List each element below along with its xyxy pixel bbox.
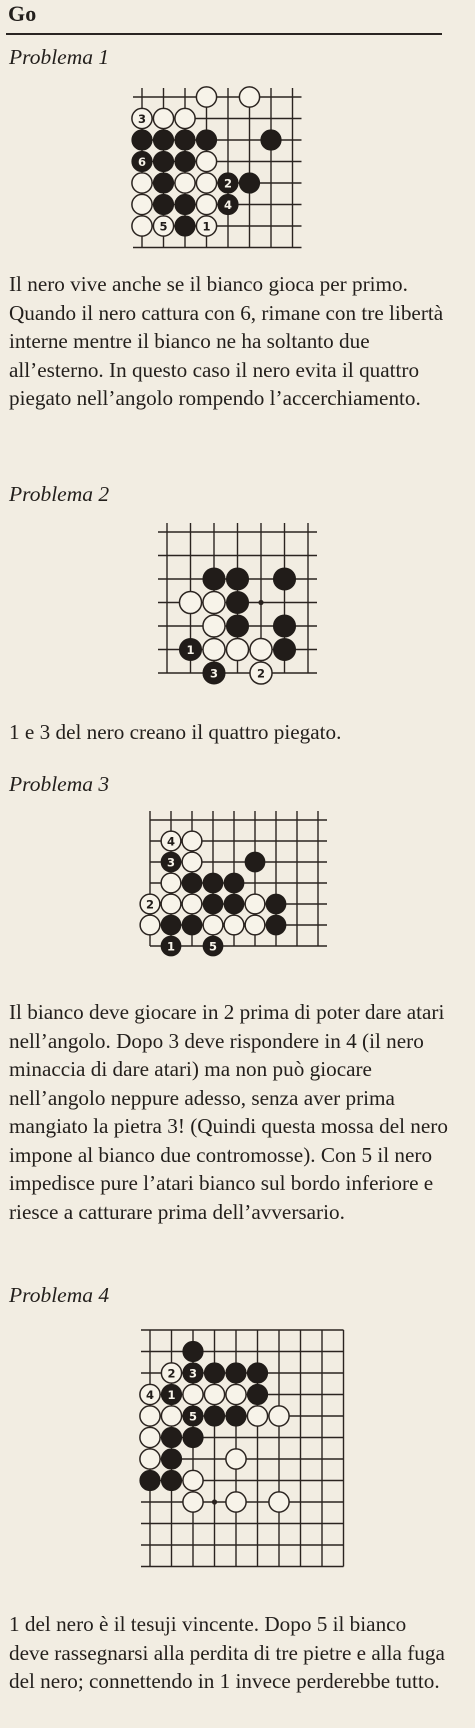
white-stone xyxy=(140,915,160,935)
black-stone xyxy=(226,1406,246,1426)
white-stone xyxy=(203,915,223,935)
white-stone xyxy=(182,831,202,851)
black-stone xyxy=(226,591,248,613)
white-stone xyxy=(226,1449,246,1469)
stone-move-number: 3 xyxy=(137,112,147,126)
white-stone xyxy=(203,638,225,660)
black-stone xyxy=(153,151,173,171)
white-stone xyxy=(183,1470,203,1490)
white-stone xyxy=(182,894,202,914)
black-stone xyxy=(261,130,281,150)
white-stone xyxy=(247,1406,267,1426)
black-stone xyxy=(266,894,286,914)
white-stone xyxy=(140,1449,160,1469)
black-stone xyxy=(153,173,173,193)
white-stone xyxy=(269,1406,289,1426)
black-stone xyxy=(161,1427,181,1447)
white-stone xyxy=(179,591,201,613)
white-stone xyxy=(183,1384,203,1404)
black-stone xyxy=(239,173,259,193)
black-stone xyxy=(245,852,265,872)
problem-4-board xyxy=(138,1318,353,1580)
white-stone xyxy=(204,1384,224,1404)
white-stone xyxy=(175,108,195,128)
black-stone xyxy=(175,216,195,236)
black-stone xyxy=(204,1363,224,1383)
black-stone xyxy=(196,130,216,150)
black-stone xyxy=(226,1363,246,1383)
black-stone xyxy=(161,915,181,935)
stone-move-number: 3 xyxy=(166,855,176,870)
problem-4-text: 1 del nero è il tesuji vincente. Dopo 5 il bianco deve rassegnarsi alla perdita di tre pietre e alla fuga del nero; connettendo in 1 invece perderebbe tutto. xyxy=(9,1612,445,1693)
problem-2-board xyxy=(155,520,315,695)
white-stone xyxy=(239,87,259,107)
white-stone xyxy=(153,108,173,128)
white-stone xyxy=(161,873,181,893)
black-stone xyxy=(153,194,173,214)
problem-1-title: Problema 1 xyxy=(9,45,110,69)
black-stone xyxy=(247,1363,267,1383)
black-stone xyxy=(266,915,286,935)
black-stone xyxy=(226,615,248,637)
stone-move-number: 2 xyxy=(256,666,266,681)
white-stone xyxy=(224,915,244,935)
white-stone xyxy=(245,894,265,914)
white-stone xyxy=(203,615,225,637)
problem-4-title: Problema 4 xyxy=(9,1283,110,1307)
black-stone xyxy=(140,1470,160,1490)
black-stone xyxy=(226,568,248,590)
white-stone xyxy=(250,638,272,660)
black-stone xyxy=(204,1406,224,1426)
star-point xyxy=(258,600,263,605)
black-stone xyxy=(132,130,152,150)
heading-rule xyxy=(6,33,442,35)
white-stone xyxy=(226,1384,246,1404)
problem-2-title: Problema 2 xyxy=(9,482,110,506)
problem-3-text: Il bianco deve giocare in 2 prima di poter dare atari nell’angolo. Dopo 3 deve rispondere in 4 (il nero minaccia di dare atari) ma non può giocare nell’angolo neppure adesso, senza aver prima mangiato la pietra 3! (Quindi questa mossa del nero impone al bianco due contromosse). Con 5 il nero impedisce pure l’atari bianco sul bordo inferiore e riesce a catturare prima dell’avversario. xyxy=(9,1000,448,1224)
problem-2-text: 1 e 3 del nero creano il quattro piegato. xyxy=(9,720,342,744)
black-stone xyxy=(175,130,195,150)
stone-move-number: 5 xyxy=(208,939,218,954)
white-stone xyxy=(132,194,152,214)
white-stone xyxy=(269,1492,289,1512)
stone-move-number: 1 xyxy=(186,643,195,657)
black-stone xyxy=(224,873,244,893)
star-point xyxy=(212,1499,217,1504)
white-stone xyxy=(183,1492,203,1512)
white-stone xyxy=(196,151,216,171)
stone-move-number: 3 xyxy=(188,1366,198,1381)
white-stone xyxy=(132,216,152,236)
black-stone xyxy=(182,915,202,935)
stone-move-number: 6 xyxy=(137,155,147,169)
white-stone xyxy=(140,1427,160,1447)
stone-move-number: 2 xyxy=(145,897,155,912)
black-stone xyxy=(273,638,295,660)
black-stone xyxy=(161,1470,181,1490)
stone-move-number: 5 xyxy=(188,1409,198,1424)
stone-move-number: 4 xyxy=(145,1388,155,1402)
white-stone xyxy=(245,915,265,935)
problem-3-title: Problema 3 xyxy=(9,772,110,796)
stone-move-number: 1 xyxy=(202,219,211,234)
stone-move-number: 3 xyxy=(209,666,219,681)
problem-1-board xyxy=(130,85,290,255)
stone-move-number: 5 xyxy=(159,219,168,234)
black-stone xyxy=(183,1427,203,1447)
black-stone xyxy=(161,1449,181,1469)
black-stone xyxy=(247,1384,267,1404)
stone-move-number: 4 xyxy=(166,834,176,849)
black-stone xyxy=(153,130,173,150)
problem-3-board xyxy=(138,808,338,973)
stone-move-number: 1 xyxy=(167,1388,176,1402)
white-stone xyxy=(226,1492,246,1512)
section-heading: Go xyxy=(8,1,37,26)
white-stone xyxy=(182,852,202,872)
white-stone xyxy=(203,591,225,613)
white-stone xyxy=(175,173,195,193)
black-stone xyxy=(273,615,295,637)
black-stone xyxy=(175,194,195,214)
black-stone xyxy=(203,873,223,893)
white-stone xyxy=(161,894,181,914)
white-stone xyxy=(196,87,216,107)
stone-move-number: 1 xyxy=(166,939,176,954)
white-stone xyxy=(132,173,152,193)
stone-move-number: 2 xyxy=(223,176,233,191)
white-stone xyxy=(140,1406,160,1426)
black-stone xyxy=(183,1341,203,1361)
black-stone xyxy=(182,873,202,893)
black-stone xyxy=(175,151,195,171)
black-stone xyxy=(203,568,225,590)
white-stone xyxy=(196,194,216,214)
black-stone xyxy=(224,894,244,914)
white-stone xyxy=(196,173,216,193)
black-stone xyxy=(203,894,223,914)
stone-move-number: 4 xyxy=(223,198,233,212)
black-stone xyxy=(273,568,295,590)
problem-1-text: Il nero vive anche se il bianco gioca per primo. Quando il nero cattura con 6, rimane con tre libertà interne mentre il bianco ne ha soltanto due all’esterno. In questo caso il nero evita il quattro piegato nell’angolo rompendo l’accerchiamento. xyxy=(9,272,444,410)
stone-move-number: 2 xyxy=(167,1366,176,1381)
white-stone xyxy=(226,638,248,660)
white-stone xyxy=(161,1406,181,1426)
